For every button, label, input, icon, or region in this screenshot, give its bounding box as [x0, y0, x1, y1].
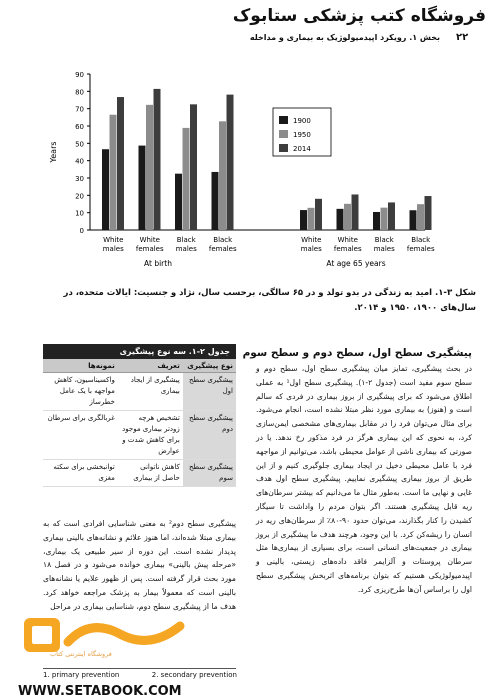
bar	[315, 199, 322, 230]
x-tick-label: White	[337, 236, 358, 244]
bar	[175, 174, 182, 230]
table-cell: واکسیناسیون، کاهش مواجهه با یک عامل خطرساز	[54, 376, 115, 406]
y-tick-label: 80	[75, 88, 84, 97]
table-cell: پیشگیری از ایجاد بیماری	[130, 376, 180, 395]
x-tick-label: Black	[176, 236, 196, 244]
legend-swatch	[279, 130, 288, 138]
table-cell: پیشگیری سطح اول	[183, 373, 236, 410]
table-header-row	[43, 359, 236, 373]
x-tick-label: males	[175, 245, 197, 253]
table-cell: تشخیص هرچه زودتر بیماری موجود برای کاهش شدت و عوارض	[122, 414, 180, 455]
table-row	[43, 373, 236, 411]
body-text-left: پیشگیری سطح دوم² به معنی شناسایی افرادی است که به بیماری مبتلا شده‌اند، اما هنوز علائم و نشانه‌های بالینی بیماری پدیدار نشده است. این دوره از سیر طبیعی یک بیماری، «مرحله پیش بالینی» بیماری خوانده می‌شود و در فصل ۱۸ مورد بحث قرار گرفته است. پس از ظهور علایم یا نشانه‌های بالینی است که معمولاً بیمار به پزشک مراجعه خواهد کرد. هدف ما از پیشگیری سطح دوم، شناسایی بیماری در مراحل	[43, 519, 237, 611]
body-text-right: در بحث پیشگیری، تمایز میان پیشگیری سطح اول، سطح دوم و سطح سوم مفید است (جدول ۲-۱). پیشگیری سطح اول¹ به عملی اطلاق می‌شود که برای پیشگیری از بروز بیماری در فردی که سالم است و (هنوز) به بیماری مورد نظر مبتلا نشده است، انجام می‌شود. برای مثال می‌توان فرد را در مقابل بیماری‌های مشخصی ایمن‌سازی کرد، به نحوی که این بیماری هرگز در فرد مذکور رخ ندهد. یا در صورتی که بیماری ناشی از عوامل محیطی باشد، می‌توانیم از مواجهه فرد با عامل محیطی دخیل در ایجاد بیماری جلوگیری کنیم و از این طریق از بروز بیماری پیشگیری نماییم. پیشگیری سطح اول هدف غایی و نهایی ما است. به‌طور مثال ما می‌دانیم که بیشتر سرطان‌های ریه قابل پیشگیری هستند. اگر بتوان مردم را واداشت تا سیگار کشیدن را کنار بگذارند، می‌توان حدود ۹۰-۸۰٪ از سرطان‌های ریه در انسان را ریشه‌کن کرد. با این وجود، هرچند هدف ما پیشگیری از بروز بیماری در جمعیت‌های انسانی است، برای بسیاری از بیماری‌ها مثل سرطان پروستات و آلزایمر فاقد داده‌های زیستی، بالینی و اپیدمیولوژیکی هستیم که بتوان برنامه‌های اثربخش پیشگیری سطح اول را براساس آن‌ها طرح‌ریزی کرد.	[256, 364, 472, 594]
table-cell: کاهش ناتوانی حاصل از بیماری	[133, 463, 180, 482]
bar	[154, 89, 161, 230]
y-tick-label: 90	[75, 71, 84, 79]
x-tick-label: males	[373, 245, 395, 253]
y-tick-label: 60	[75, 123, 84, 131]
bar	[102, 149, 109, 230]
bar	[352, 194, 359, 230]
bar	[146, 105, 153, 230]
bar	[139, 146, 146, 230]
table-row	[43, 411, 236, 460]
x-tick-label: White	[139, 236, 160, 244]
x-tick-label: females	[135, 245, 164, 253]
watermark-text: فروشگاه اینترنتی کتاب	[50, 650, 112, 658]
bar	[300, 210, 307, 230]
prevention-table	[43, 344, 236, 487]
x-tick-label: White	[301, 236, 322, 244]
table-cell: غربالگری برای سرطان	[47, 414, 115, 422]
x-tick-label: females	[406, 245, 435, 253]
x-tick-label: Black	[213, 236, 233, 244]
table-cell: توانبخشی برای سکته مغزی	[53, 463, 115, 482]
store-title: فروشگاه کتب پزشکی ستابوک	[232, 6, 486, 26]
bar	[308, 208, 315, 230]
group-label: At birth	[144, 259, 172, 268]
group-label: At age 65 years	[326, 259, 386, 268]
y-tick-label: 10	[75, 209, 84, 218]
table-row	[43, 460, 236, 487]
setabook-url: WWW.SETABOOK.COM	[18, 684, 182, 699]
footnote-1: 1. primary prevention	[43, 671, 120, 679]
bar	[227, 95, 234, 230]
x-tick-label: Black	[374, 236, 394, 244]
x-tick-label: Black	[411, 236, 431, 244]
figure-caption: شکل ۳-۱. امید به زندگی در بدو تولد و در ۶۵ سالگی، برحسب سال، نژاد و جنسیت: ایالات متحده، در سال‌های ۱۹۰۰، ۱۹۵۰ و ۲۰۱۴.	[63, 288, 476, 313]
bar	[110, 115, 117, 230]
page-number: ۲۲	[456, 32, 469, 43]
bar	[425, 196, 432, 230]
bar	[183, 128, 190, 230]
bar	[212, 172, 219, 230]
x-tick-label: females	[333, 245, 362, 253]
x-tick-label: males	[300, 245, 322, 253]
y-tick-label: 70	[75, 105, 84, 114]
bar	[388, 202, 395, 230]
y-tick-label: 30	[75, 175, 84, 183]
legend-label: 2014	[293, 145, 311, 153]
bar	[417, 204, 424, 230]
bar	[117, 97, 124, 230]
bar	[373, 212, 380, 230]
y-tick-label: 50	[75, 140, 84, 149]
footnotes	[43, 671, 463, 679]
table-header-definition: تعریف	[157, 361, 180, 370]
legend-label: 1950	[293, 131, 311, 139]
legend-swatch	[279, 144, 288, 152]
life-expectancy-chart	[38, 66, 458, 280]
table-header-type: نوع پیشگیری	[187, 361, 233, 370]
bar	[381, 208, 388, 230]
y-tick-label: 20	[75, 192, 84, 201]
x-tick-label: females	[208, 245, 237, 253]
section-heading: پیشگیری سطح اول، سطح دوم و سطح سوم	[242, 347, 472, 359]
table-header-examples: نمونه‌ها	[88, 361, 115, 370]
x-tick-label: males	[102, 245, 124, 253]
footnote-2: 2. secondary prevention	[151, 671, 237, 679]
footnote-rule	[43, 668, 236, 669]
bar	[219, 121, 226, 230]
bar	[344, 204, 351, 230]
legend-swatch	[279, 116, 288, 124]
bar	[337, 209, 344, 230]
bar	[410, 210, 417, 230]
y-tick-label: 40	[75, 157, 84, 166]
y-axis-label: Years	[49, 141, 58, 163]
table-cell: پیشگیری سطح دوم	[183, 411, 236, 459]
running-head: بخش ۱. رویکرد اپیدمیولوژیک به بیماری و مداخله	[249, 33, 440, 42]
bar	[190, 104, 197, 230]
table-title: جدول ۲-۱. سه نوع پیشگیری	[43, 344, 236, 359]
legend-label: 1900	[293, 117, 311, 125]
x-tick-label: White	[103, 236, 124, 244]
chart-svg	[38, 66, 458, 276]
y-tick-label: 0	[79, 227, 84, 235]
table-cell: پیشگیری سطح سوم	[183, 460, 236, 486]
